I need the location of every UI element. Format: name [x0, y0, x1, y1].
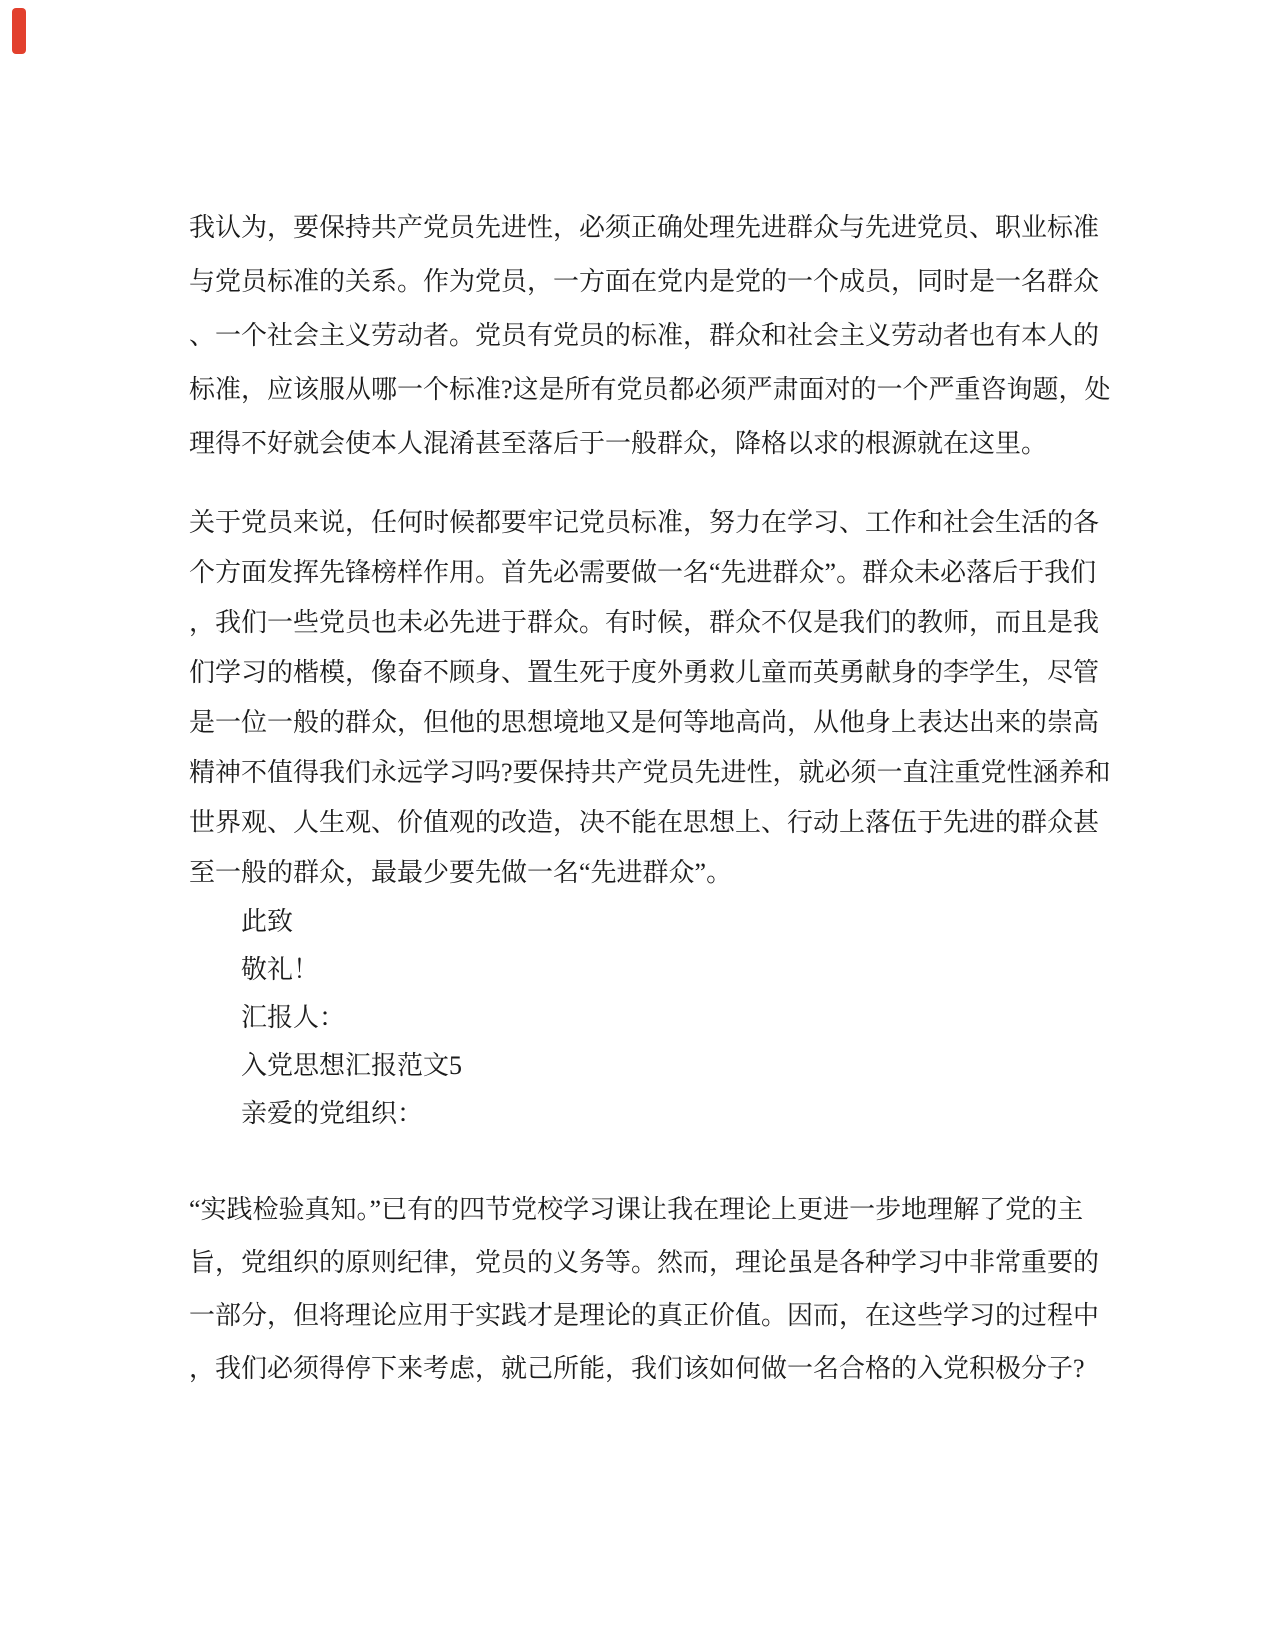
document-page: [189, 0, 1111, 1395]
document-line: 世界观、人生观、价值观的改造，决不能在思想上、行动上落伍于先进的群众甚: [189, 808, 1100, 837]
document-line: ，我们必须得停下来考虑，就己所能，我们该如何做一名合格的入党积极分子?: [189, 1354, 1085, 1383]
document-line: 精神不值得我们永远学习吗?要保持共产党员先进性，就必须一直注重党性涵养和: [189, 758, 1111, 787]
document-line: 与党员标准的关系。作为党员，一方面在党内是党的一个成员，同时是一名群众: [189, 267, 1100, 296]
next-report-title: 入党思想汇报范文5: [241, 1051, 463, 1080]
document-line: 至一般的群众，最最少要先做一名“先进群众”。: [189, 858, 733, 887]
document-line: 我认为，要保持共产党员先进性，必须正确处理先进群众与先进党员、职业标准: [189, 213, 1100, 242]
paragraph-1: [189, 201, 1111, 471]
document-line: 关于党员来说，任何时候都要牢记党员标准，努力在学习、工作和社会生活的各: [189, 508, 1100, 537]
paragraph-3: [189, 1183, 1099, 1395]
document-line: 理得不好就会使本人混淆甚至落后于一般群众，降格以求的根源就在这里。: [189, 429, 1048, 458]
paragraph-2: [189, 498, 1111, 898]
document-line: 个方面发挥先锋榜样作用。首先必需要做一名“先进群众”。群众未必落后于我们: [189, 558, 1097, 587]
closing-block: [189, 898, 1099, 1138]
document-line: 们学习的楷模，像奋不顾身、置生死于度外勇救儿童而英勇献身的李学生，尽管: [189, 658, 1100, 687]
document-line: “实践检验真知。”已有的四节党校学习课让我在理论上更进一步地理解了党的主: [189, 1195, 1084, 1224]
document-line: 旨，党组织的原则纪律，党员的义务等。然而，理论虽是各种学习中非常重要的: [189, 1248, 1100, 1277]
document-line: 、一个社会主义劳动者。党员有党员的标准，群众和社会主义劳动者也有本人的: [189, 321, 1100, 350]
document-line: 一部分，但将理论应用于实践才是理论的真正价值。因而，在这些学习的过程中: [189, 1301, 1100, 1330]
closing-jingli-line: 敬礼！: [241, 955, 320, 984]
closing-cizhi-line: 此致: [241, 907, 294, 936]
document-line: ，我们一些党员也未必先进于群众。有时候，群众不仅是我们的教师，而且是我: [189, 608, 1100, 637]
red-corner-marker: [12, 8, 26, 54]
salutation-line: 亲爱的党组织：: [241, 1099, 424, 1128]
reporter-line: 汇报人：: [241, 1003, 346, 1032]
document-line: 标准，应该服从哪一个标准?这是所有党员都必须严肃面对的一个严重咨询题，处: [189, 375, 1111, 404]
document-line: 是一位一般的群众，但他的思想境地又是何等地高尚，从他身上表达出来的崇高: [189, 708, 1100, 737]
